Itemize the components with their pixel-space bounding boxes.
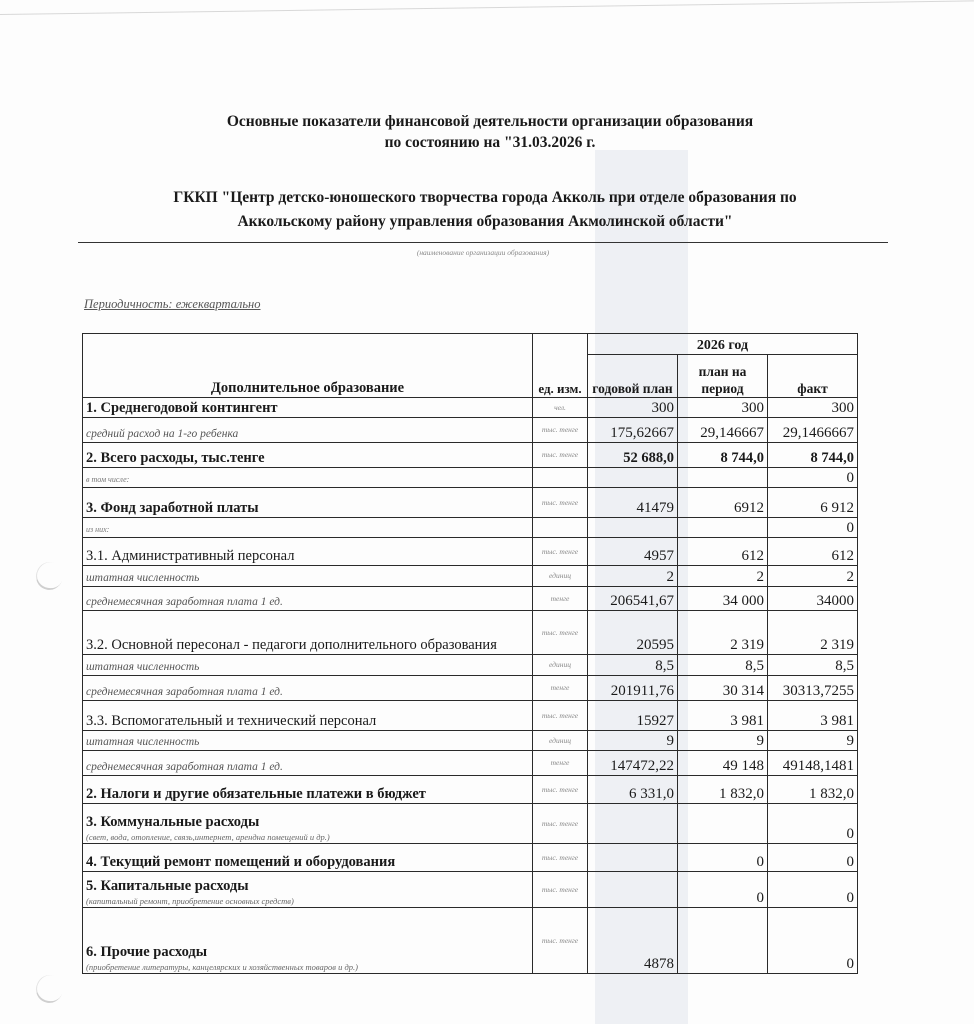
period-plan-value: 0 bbox=[678, 844, 768, 872]
actual-value: 3 981 bbox=[768, 701, 858, 731]
actual-value: 29,1466667 bbox=[768, 418, 858, 443]
row-label-text: 3. Коммунальные расходы bbox=[86, 814, 260, 830]
row-label bbox=[83, 655, 533, 676]
row-unit: тыс. тенге bbox=[533, 701, 588, 731]
row-label-text: среднемесячная заработная плата 1 ед. bbox=[86, 686, 283, 698]
row-label bbox=[83, 804, 533, 844]
annual-plan-value: 4957 bbox=[588, 538, 678, 566]
row-label bbox=[83, 488, 533, 518]
period-plan-value: 34 000 bbox=[678, 587, 768, 611]
period-plan-value: 612 bbox=[678, 538, 768, 566]
row-unit: тыс. тенге bbox=[533, 538, 588, 566]
actual-value: 6 912 bbox=[768, 488, 858, 518]
periodicity-label: Периодичность: ежеквартально bbox=[84, 297, 261, 311]
actual-value: 0 bbox=[768, 518, 858, 538]
annual-plan-value bbox=[588, 518, 678, 538]
period-plan-value: 8 744,0 bbox=[678, 443, 768, 468]
row-unit: чел. bbox=[533, 398, 588, 418]
actual-value: 2 319 bbox=[768, 611, 858, 655]
table-row bbox=[83, 751, 858, 776]
table-row bbox=[83, 518, 858, 538]
row-unit: тыс. тенге bbox=[533, 443, 588, 468]
table-row bbox=[83, 611, 858, 655]
actual-value: 0 bbox=[768, 908, 858, 974]
row-unit: тыс. тенге bbox=[533, 488, 588, 518]
organization-underline bbox=[78, 242, 888, 243]
row-unit: единиц bbox=[533, 566, 588, 587]
row-label bbox=[83, 566, 533, 587]
actual-value: 8,5 bbox=[768, 655, 858, 676]
row-label-text: в том числе: bbox=[86, 475, 130, 484]
row-unit: тенге bbox=[533, 751, 588, 776]
actual-value: 34000 bbox=[768, 587, 858, 611]
annual-plan-value bbox=[588, 872, 678, 908]
row-unit: тенге bbox=[533, 587, 588, 611]
row-label bbox=[83, 538, 533, 566]
row-unit: тыс. тенге bbox=[533, 872, 588, 908]
actual-value: 0 bbox=[768, 872, 858, 908]
table-body bbox=[83, 398, 858, 974]
annual-plan-value: 8,5 bbox=[588, 655, 678, 676]
report-date-line: по состоянию на "31.03.2026 г. bbox=[384, 134, 596, 151]
row-unit: тыс. тенге bbox=[533, 804, 588, 844]
table-row bbox=[83, 587, 858, 611]
scan-artifact-line bbox=[0, 0, 974, 15]
organization-name-line2: Аккольскому району управления образования Акмолинской области" bbox=[237, 213, 733, 230]
annual-plan-value bbox=[588, 804, 678, 844]
table-row bbox=[83, 701, 858, 731]
table-row bbox=[83, 804, 858, 844]
row-unit: тенге bbox=[533, 676, 588, 701]
period-plan-value: 9 bbox=[678, 731, 768, 751]
period-plan-value: 1 832,0 bbox=[678, 776, 768, 804]
row-label-text: 6. Прочие расходы bbox=[86, 944, 208, 960]
period-plan-value bbox=[678, 518, 768, 538]
annual-plan-value: 6 331,0 bbox=[588, 776, 678, 804]
row-label-text: среднемесячная заработная плата 1 ед. bbox=[86, 596, 283, 608]
row-unit: тыс. тенге bbox=[533, 776, 588, 804]
row-label bbox=[83, 776, 533, 804]
report-title bbox=[100, 111, 880, 153]
table-row bbox=[83, 731, 858, 751]
row-label-text: 3.1. Административный персонал bbox=[86, 548, 295, 564]
period-plan-value: 6912 bbox=[678, 488, 768, 518]
table-row bbox=[83, 676, 858, 701]
row-label-text: штатная численность bbox=[86, 661, 200, 673]
row-label bbox=[83, 701, 533, 731]
row-label bbox=[83, 872, 533, 908]
row-label bbox=[83, 587, 533, 611]
annual-plan-value: 52 688,0 bbox=[588, 443, 678, 468]
table-row bbox=[83, 908, 858, 974]
header-annual-plan: годовой план bbox=[588, 355, 678, 398]
table-row bbox=[83, 468, 858, 488]
header-year: 2026 год bbox=[588, 334, 858, 355]
organization-name bbox=[80, 186, 890, 234]
annual-plan-value: 300 bbox=[588, 398, 678, 418]
table-row bbox=[83, 418, 858, 443]
period-plan-value: 8,5 bbox=[678, 655, 768, 676]
annual-plan-value: 9 bbox=[588, 731, 678, 751]
row-label bbox=[83, 731, 533, 751]
header-category: Дополнительное образование bbox=[83, 334, 533, 398]
row-unit: тыс. тенге bbox=[533, 908, 588, 974]
table-row bbox=[83, 538, 858, 566]
row-note: (приобретение литературы, канцелярских и хозяйственных товаров и др.) bbox=[86, 962, 358, 972]
row-label bbox=[83, 844, 533, 872]
actual-value: 1 832,0 bbox=[768, 776, 858, 804]
actual-value: 612 bbox=[768, 538, 858, 566]
actual-value: 0 bbox=[768, 468, 858, 488]
actual-value: 300 bbox=[768, 398, 858, 418]
annual-plan-value: 41479 bbox=[588, 488, 678, 518]
annual-plan-value: 4878 bbox=[588, 908, 678, 974]
period-plan-value: 3 981 bbox=[678, 701, 768, 731]
row-label-text: из них: bbox=[86, 525, 110, 534]
annual-plan-value: 20595 bbox=[588, 611, 678, 655]
period-plan-value: 300 bbox=[678, 398, 768, 418]
actual-value: 0 bbox=[768, 844, 858, 872]
table-row bbox=[83, 566, 858, 587]
table-row bbox=[83, 398, 858, 418]
annual-plan-value: 147472,22 bbox=[588, 751, 678, 776]
row-label bbox=[83, 611, 533, 655]
row-label-text: 4. Текущий ремонт помещений и оборудования bbox=[86, 854, 396, 870]
report-title-line1: Основные показатели финансовой деятельности организации образования bbox=[226, 113, 754, 130]
period-plan-value: 30 314 bbox=[678, 676, 768, 701]
header-actual: факт bbox=[768, 355, 858, 398]
row-label-text: 3. Фонд заработной платы bbox=[86, 500, 259, 516]
row-label-text: штатная численность bbox=[86, 572, 200, 584]
row-note: (капитальный ремонт, приобретение основных средств) bbox=[86, 896, 294, 906]
row-label-text: средний расход на 1-го ребенка bbox=[86, 428, 239, 440]
row-unit bbox=[533, 518, 588, 538]
organization-name-line1: ГККП "Центр детско-юношеского творчества города Акколь при отделе образования по bbox=[173, 189, 797, 206]
actual-value: 2 bbox=[768, 566, 858, 587]
table-row bbox=[83, 488, 858, 518]
table-row bbox=[83, 844, 858, 872]
row-note: (свет, вода, отопление, связь,интернет, арендна помещений и др.) bbox=[86, 832, 330, 842]
header-period-plan: план на период bbox=[678, 355, 768, 398]
annual-plan-value: 2 bbox=[588, 566, 678, 587]
row-label-text: 3.3. Вспомогательный и технический персонал bbox=[86, 713, 377, 729]
period-plan-value bbox=[678, 908, 768, 974]
financial-indicators-table bbox=[82, 333, 858, 974]
annual-plan-value bbox=[588, 844, 678, 872]
punch-hole-mark bbox=[32, 971, 67, 1007]
row-label bbox=[83, 518, 533, 538]
row-label-text: 5. Капитальные расходы bbox=[86, 878, 249, 894]
row-unit: тыс. тенге bbox=[533, 844, 588, 872]
actual-value: 9 bbox=[768, 731, 858, 751]
period-plan-value bbox=[678, 468, 768, 488]
row-unit: единиц bbox=[533, 655, 588, 676]
row-label bbox=[83, 676, 533, 701]
punch-hole-mark bbox=[32, 558, 67, 594]
period-plan-value: 2 319 bbox=[678, 611, 768, 655]
row-label bbox=[83, 443, 533, 468]
annual-plan-value: 15927 bbox=[588, 701, 678, 731]
row-label bbox=[83, 908, 533, 974]
table-row bbox=[83, 872, 858, 908]
row-unit: тыс. тенге bbox=[533, 611, 588, 655]
actual-value: 49148,1481 bbox=[768, 751, 858, 776]
organization-caption: (наименование организации образования) bbox=[416, 248, 550, 257]
actual-value: 0 bbox=[768, 804, 858, 844]
row-label bbox=[83, 418, 533, 443]
row-unit: тыс. тенге bbox=[533, 418, 588, 443]
row-label-text: среднемесячная заработная плата 1 ед. bbox=[86, 761, 283, 773]
period-plan-value: 49 148 bbox=[678, 751, 768, 776]
period-plan-value: 0 bbox=[678, 872, 768, 908]
actual-value: 30313,7255 bbox=[768, 676, 858, 701]
row-unit bbox=[533, 468, 588, 488]
annual-plan-value: 206541,67 bbox=[588, 587, 678, 611]
row-unit: единиц bbox=[533, 731, 588, 751]
table-row bbox=[83, 655, 858, 676]
row-label-text: 2. Налоги и другие обязательные платежи в бюджет bbox=[86, 786, 426, 802]
table-row bbox=[83, 443, 858, 468]
row-label-text: 1. Среднегодовой контингент bbox=[86, 400, 278, 416]
table-row bbox=[83, 776, 858, 804]
period-plan-value: 29,146667 bbox=[678, 418, 768, 443]
row-label bbox=[83, 468, 533, 488]
row-label-text: 2. Всего расходы, тыс.тенге bbox=[86, 450, 265, 466]
row-label-text: штатная численность bbox=[86, 736, 200, 748]
actual-value: 8 744,0 bbox=[768, 443, 858, 468]
period-plan-value bbox=[678, 804, 768, 844]
row-label bbox=[83, 398, 533, 418]
period-plan-value: 2 bbox=[678, 566, 768, 587]
annual-plan-value bbox=[588, 468, 678, 488]
row-label bbox=[83, 751, 533, 776]
annual-plan-value: 175,62667 bbox=[588, 418, 678, 443]
row-label-text: 3.2. Основной пересонал - педагоги дополнительного образования bbox=[86, 637, 497, 653]
annual-plan-value: 201911,76 bbox=[588, 676, 678, 701]
header-unit: ед. изм. bbox=[533, 334, 588, 398]
